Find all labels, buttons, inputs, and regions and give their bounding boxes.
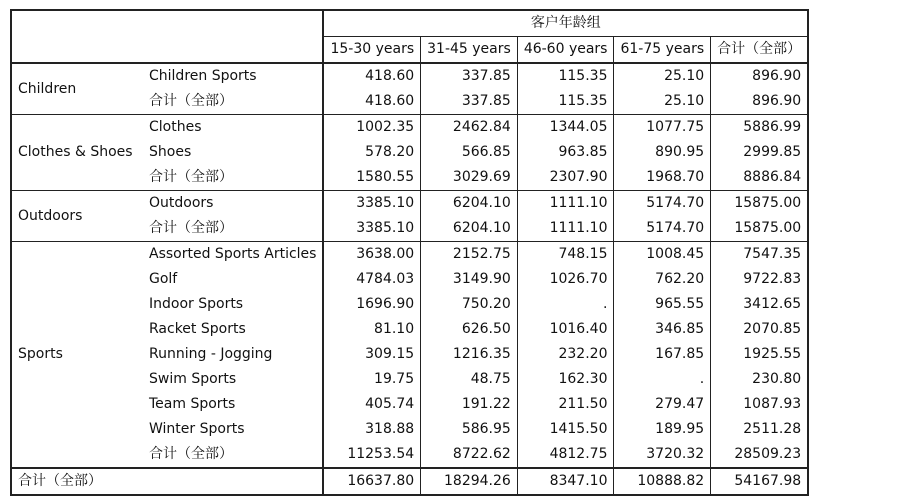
- column-header: 15-30 years: [323, 37, 420, 64]
- column-header: 61-75 years: [614, 37, 711, 64]
- data-cell: 750.20: [421, 292, 518, 317]
- data-cell: 1415.50: [517, 417, 614, 442]
- data-cell: 6204.10: [421, 191, 518, 217]
- row-label: 合计（全部）: [149, 446, 233, 462]
- data-cell: 5174.70: [614, 191, 711, 217]
- data-cell: 586.95: [421, 417, 518, 442]
- data-cell: 2152.75: [421, 242, 518, 268]
- data-cell: 762.20: [614, 267, 711, 292]
- data-cell: 4784.03: [323, 267, 420, 292]
- data-cell: 3149.90: [421, 267, 518, 292]
- data-cell: 346.85: [614, 317, 711, 342]
- data-cell: 9722.83: [711, 267, 809, 292]
- data-cell: 5174.70: [614, 216, 711, 242]
- data-cell: 337.85: [421, 89, 518, 115]
- data-cell: 566.85: [421, 140, 518, 165]
- data-cell: 1077.75: [614, 115, 711, 141]
- grand-total-label: 合计（全部）: [11, 468, 323, 495]
- row-label: Golf: [149, 271, 178, 287]
- data-cell: .: [517, 292, 614, 317]
- data-cell: 896.90: [711, 63, 809, 89]
- data-cell: 1696.90: [323, 292, 420, 317]
- data-cell: 279.47: [614, 392, 711, 417]
- row-label: Winter Sports: [149, 421, 245, 437]
- data-cell: 1026.70: [517, 267, 614, 292]
- grand-total-cell: 18294.26: [421, 468, 518, 495]
- data-cell: 1016.40: [517, 317, 614, 342]
- data-cell: 11253.54: [323, 442, 420, 468]
- data-cell: 3412.65: [711, 292, 809, 317]
- row-label: Team Sports: [149, 396, 236, 412]
- data-cell: 890.95: [614, 140, 711, 165]
- data-cell: 2070.85: [711, 317, 809, 342]
- corner-cell: [11, 10, 323, 63]
- data-cell: 2307.90: [517, 165, 614, 191]
- data-cell: 6204.10: [421, 216, 518, 242]
- row-label: 合计（全部）: [149, 93, 233, 109]
- row-label: 合计（全部）: [149, 220, 233, 236]
- table-row: [11, 63, 808, 89]
- row-label: Shoes: [149, 144, 192, 160]
- data-cell: 15875.00: [711, 191, 809, 217]
- data-cell: 191.22: [421, 392, 518, 417]
- data-cell: 337.85: [421, 63, 518, 89]
- data-cell: 48.75: [421, 367, 518, 392]
- grand-total-cell: 8347.10: [517, 468, 614, 495]
- table-row: [11, 191, 808, 217]
- row-label: Swim Sports: [149, 371, 237, 387]
- data-cell: 1968.70: [614, 165, 711, 191]
- data-cell: 230.80: [711, 367, 809, 392]
- data-cell: 81.10: [323, 317, 420, 342]
- column-header: 31-45 years: [421, 37, 518, 64]
- data-cell: 3029.69: [421, 165, 518, 191]
- data-cell: 115.35: [517, 63, 614, 89]
- data-cell: 25.10: [614, 63, 711, 89]
- group-label: Sports: [11, 242, 143, 469]
- data-cell: 1002.35: [323, 115, 420, 141]
- data-cell: 418.60: [323, 89, 420, 115]
- column-header: 合计（全部）: [711, 37, 809, 64]
- data-cell: 167.85: [614, 342, 711, 367]
- data-cell: 19.75: [323, 367, 420, 392]
- data-cell: 965.55: [614, 292, 711, 317]
- header-row-top: [11, 10, 808, 37]
- data-cell: 626.50: [421, 317, 518, 342]
- data-cell: 189.95: [614, 417, 711, 442]
- data-cell: 4812.75: [517, 442, 614, 468]
- row-label: Racket Sports: [149, 321, 246, 337]
- data-cell: 232.20: [517, 342, 614, 367]
- data-cell: 2999.85: [711, 140, 809, 165]
- column-header: 46-60 years: [517, 37, 614, 64]
- data-cell: 1344.05: [517, 115, 614, 141]
- row-label: 合计（全部）: [149, 169, 233, 185]
- row-label: Outdoors: [143, 191, 323, 217]
- data-cell: 748.15: [517, 242, 614, 268]
- data-cell: 1087.93: [711, 392, 809, 417]
- data-cell: 1111.10: [517, 216, 614, 242]
- data-cell: 2511.28: [711, 417, 809, 442]
- data-cell: 896.90: [711, 89, 809, 115]
- data-cell: 1925.55: [711, 342, 809, 367]
- data-cell: 28509.23: [711, 442, 809, 468]
- data-cell: .: [614, 367, 711, 392]
- row-label: Children Sports: [149, 68, 257, 84]
- data-cell: 1216.35: [421, 342, 518, 367]
- data-cell: 211.50: [517, 392, 614, 417]
- data-cell: 8886.84: [711, 165, 809, 191]
- data-cell: 1008.45: [614, 242, 711, 268]
- column-group-header: 客户年龄组: [323, 10, 808, 37]
- grand-total-cell: 10888.82: [614, 468, 711, 495]
- data-cell: 162.30: [517, 367, 614, 392]
- data-cell: 418.60: [323, 63, 420, 89]
- data-cell: 7547.35: [711, 242, 809, 268]
- data-cell: 1580.55: [323, 165, 420, 191]
- data-cell: 3720.32: [614, 442, 711, 468]
- table-row: [11, 115, 808, 141]
- data-cell: 3638.00: [323, 242, 420, 268]
- data-cell: 5886.99: [711, 115, 809, 141]
- pivot-table: [10, 9, 809, 496]
- data-cell: 8722.62: [421, 442, 518, 468]
- data-cell: 15875.00: [711, 216, 809, 242]
- group-label: Clothes & Shoes: [11, 115, 143, 191]
- table-row: [11, 242, 808, 268]
- data-cell: 578.20: [323, 140, 420, 165]
- data-cell: 25.10: [614, 89, 711, 115]
- data-cell: 3385.10: [323, 191, 420, 217]
- row-label: Assorted Sports Articles: [143, 242, 323, 268]
- data-cell: 963.85: [517, 140, 614, 165]
- data-cell: 115.35: [517, 89, 614, 115]
- row-label: Indoor Sports: [149, 296, 244, 312]
- row-label: Clothes: [143, 115, 323, 141]
- data-cell: 1111.10: [517, 191, 614, 217]
- grand-total-cell: 16637.80: [323, 468, 420, 495]
- data-cell: 405.74: [323, 392, 420, 417]
- grand-total-cell: 54167.98: [711, 468, 809, 495]
- group-label: Children: [11, 63, 143, 115]
- data-cell: 3385.10: [323, 216, 420, 242]
- row-label: Running - Jogging: [149, 346, 273, 362]
- group-label: Outdoors: [11, 191, 143, 242]
- data-cell: 318.88: [323, 417, 420, 442]
- data-cell: 309.15: [323, 342, 420, 367]
- data-cell: 2462.84: [421, 115, 518, 141]
- grand-total-row: [11, 468, 808, 495]
